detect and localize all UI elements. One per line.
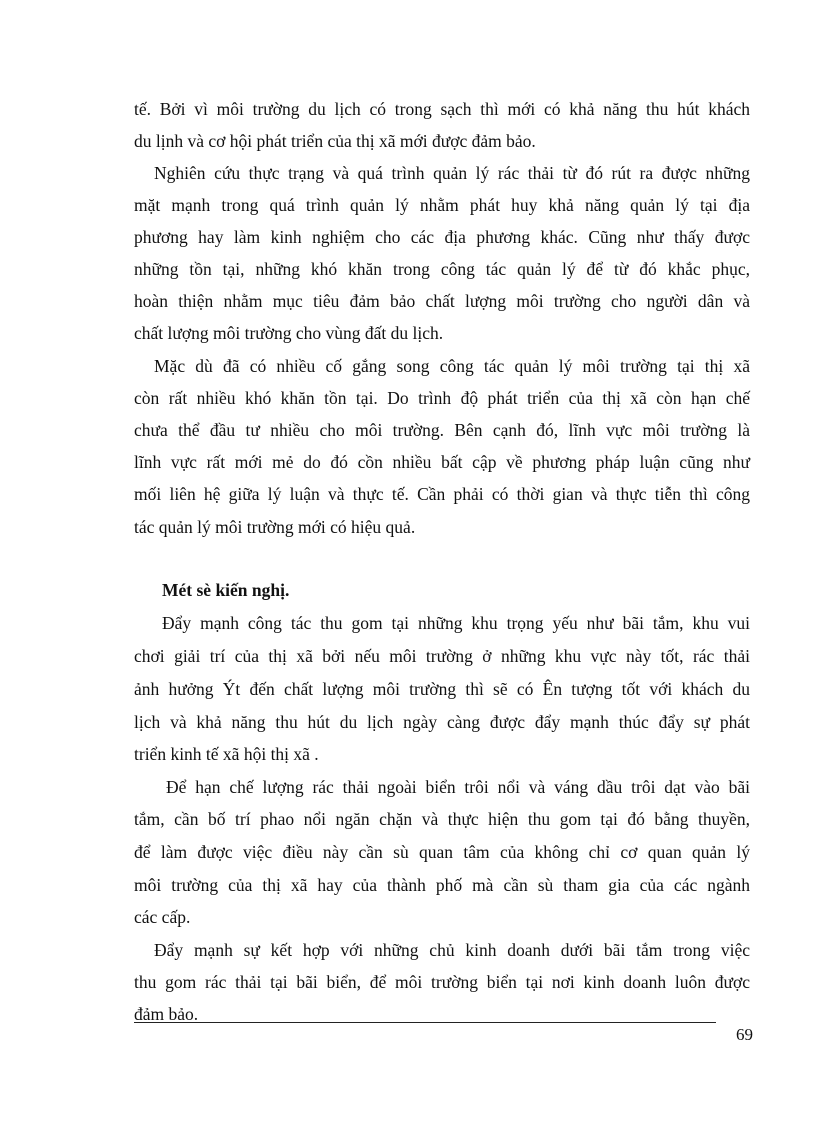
text-line: mặt mạnh trong quá trình quản lý nhằm phát huy khả năng quản lý tại địa (134, 195, 750, 215)
page-number: 69 (736, 1025, 753, 1044)
text-line: các cấp. (134, 907, 191, 927)
text-line: đảm bảo. (134, 1004, 199, 1024)
text-line: Đẩy mạnh sự kết hợp với những chủ kinh doanh dưới bãi tắm trong việc (154, 940, 750, 960)
footer-rule (134, 1022, 716, 1023)
text-line: Đẩy mạnh công tác thu gom tại những khu trọng yếu như bãi tắm, khu vui (162, 613, 750, 633)
text-line: mối liên hệ giữa lý luận và thực tế. Cần phải có thời gian và thực tiễn thì công (134, 484, 750, 504)
text-line: lịch và khả năng thu hút du lịch ngày càng được đẩy mạnh thúc đẩy sự phát (134, 712, 750, 732)
text-line: tắm, cần bố trí phao nổi ngăn chặn và thực hiện thu gom tại đó bằng thuyền, (134, 809, 750, 829)
text-line: môi trường của thị xã hay của thành phố mà cần sù tham gia của các ngành (134, 875, 750, 895)
text-line: Nghiên cứu thực trạng và quá trình quản lý rác thải từ đó rút ra được những (154, 163, 750, 183)
text-line: còn rất nhiều khó khăn tồn tại. Do trình độ phát triển của thị xã còn hạn chế (134, 388, 750, 408)
text-line: Để hạn chế lượng rác thải ngoài biển trôi nổi và váng dầu trôi dạt vào bãi (166, 777, 750, 797)
text-line: lĩnh vực rất mới mẻ do đó cồn nhiều bất cập về phương pháp luận cũng như (134, 452, 750, 472)
text-line: những tồn tại, những khó khăn trong công tác quản lý để từ đó khắc phục, (134, 259, 750, 279)
text-line: chơi giải trí của thị xã bởi nếu môi trường ở những khu vực này tốt, rác thải (134, 646, 750, 666)
text-line: chất lượng môi trường cho vùng đất du lịch. (134, 323, 444, 343)
text-line: hoàn thiện nhằm mục tiêu đảm bảo chất lượng môi trường cho người dân và (134, 291, 750, 311)
text-line: để làm được việc điều này cần sù quan tâm của không chỉ cơ quan quản lý (134, 842, 750, 862)
text-line: tế. Bởi vì môi trường du lịch có trong sạch thì mới có khả năng thu hút khách (134, 99, 750, 119)
text-line: phương hay làm kinh nghiệm cho các địa phương khác. Cũng như thấy được (134, 227, 750, 247)
text-line: ảnh hưởng Ýt đến chất lượng môi trường thì sẽ có Ên tượng tốt với khách du (134, 679, 750, 699)
text-line: chưa thể đầu tư nhiều cho môi trường. Bên cạnh đó, lĩnh vực môi trường là (134, 420, 750, 440)
text-line: Mặc dù đã có nhiều cố gắng song công tác quản lý môi trường tại thị xã (154, 356, 750, 376)
text-line: tác quản lý môi trường mới có hiệu quả. (134, 517, 416, 537)
text-line: triển kinh tế xã hội thị xã . (134, 744, 319, 764)
section-heading: Mét sè kiến nghị. (162, 580, 290, 600)
text-line: thu gom rác thải tại bãi biển, để môi trường biển tại nơi kinh doanh luôn được (134, 972, 750, 992)
text-line: du lịnh và cơ hội phát triển của thị xã mới được đảm bảo. (134, 131, 536, 151)
